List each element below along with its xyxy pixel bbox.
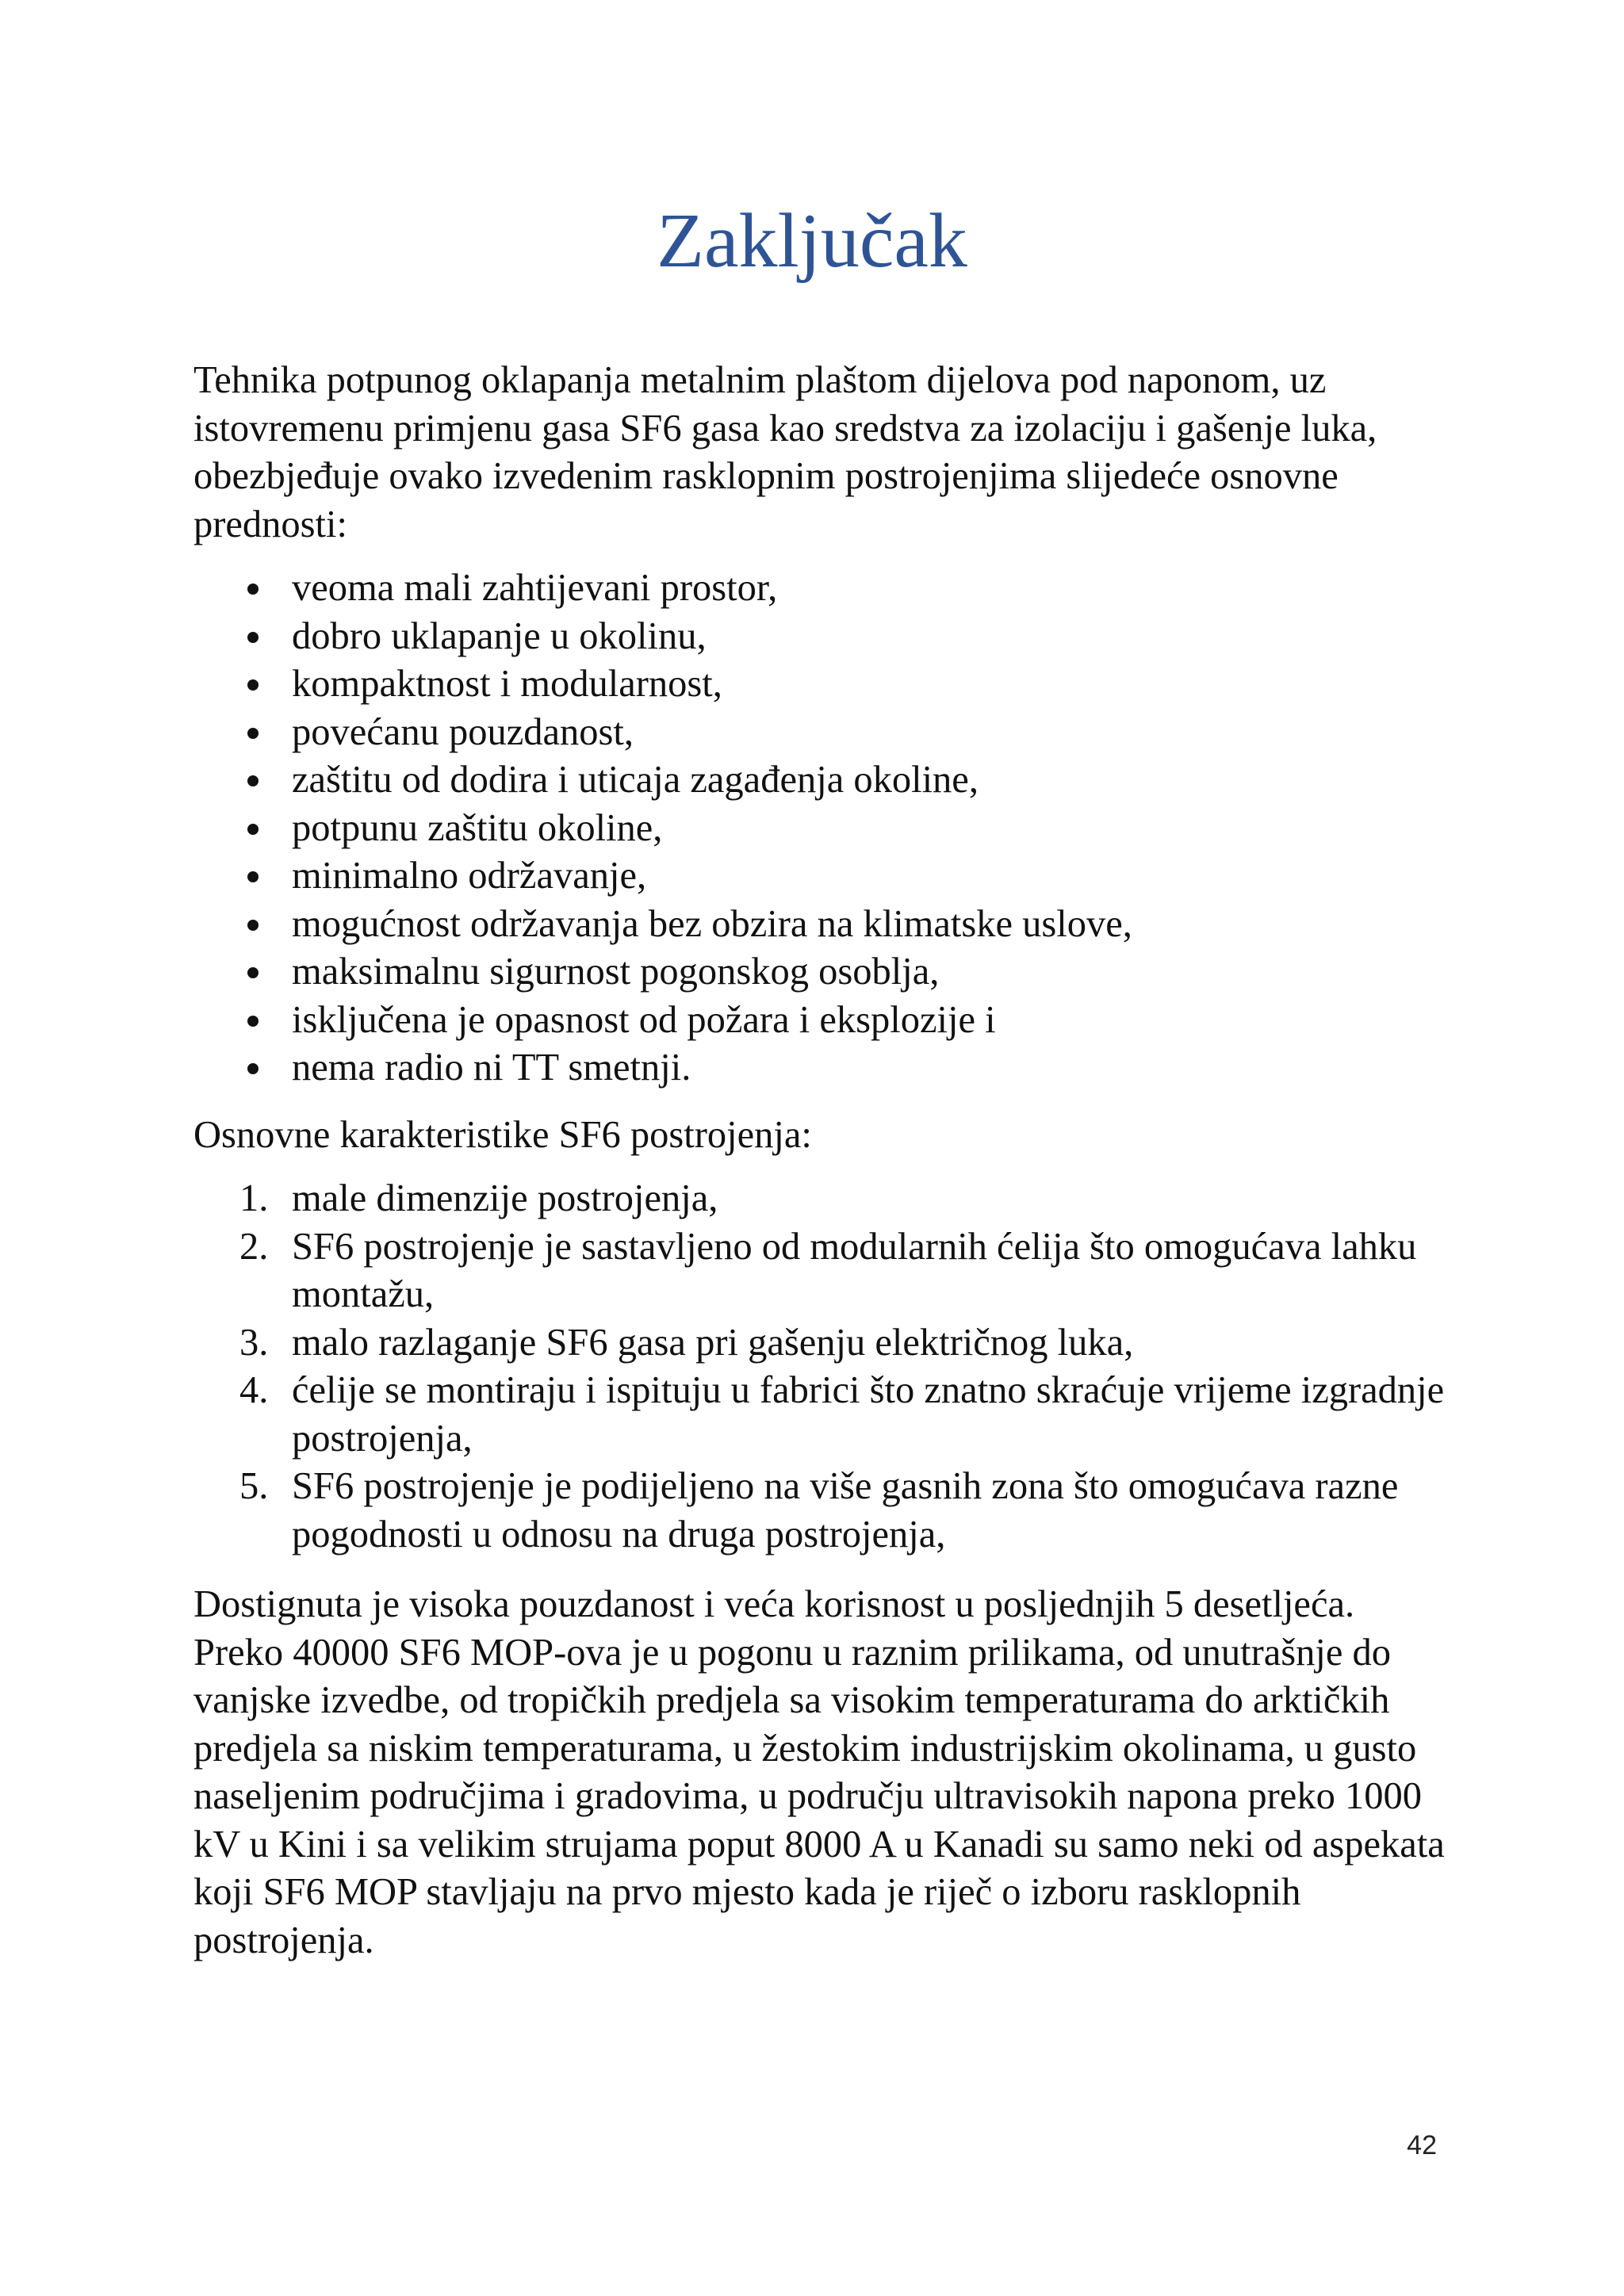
list-item-text: minimalno održavanje, xyxy=(292,855,647,897)
item-number: 5. xyxy=(239,1465,269,1507)
bullet-icon xyxy=(247,1063,259,1074)
bullet-icon xyxy=(247,871,259,882)
list-item-text: nema radio ni TT smetnji. xyxy=(292,1047,691,1089)
list-item-text: veoma mali zahtijevani prostor, xyxy=(292,567,778,609)
bullet-icon xyxy=(247,920,259,931)
bullet-icon xyxy=(247,679,259,691)
numbered-item xyxy=(193,1223,1446,1319)
list-item xyxy=(193,997,1446,1045)
item-number: 1. xyxy=(239,1177,269,1219)
numbered-item-text: malo razlaganje SF6 gasa pri gašenju električnog luka, xyxy=(292,1321,1134,1364)
characteristics-heading: Osnovne karakteristike SF6 postrojenja: xyxy=(193,1113,812,1156)
list-item xyxy=(193,948,1446,997)
bullet-icon xyxy=(247,632,259,643)
list-item-text: potpunu zaštitu okoline, xyxy=(292,806,663,849)
list-item xyxy=(193,805,1446,853)
page-number: 42 xyxy=(1407,2130,1437,2160)
item-number: 2. xyxy=(239,1225,269,1268)
page-title: Zaključak xyxy=(657,198,967,284)
list-item xyxy=(193,852,1446,901)
list-item xyxy=(193,1044,1446,1093)
numbered-item-text: male dimenzije postrojenja, xyxy=(292,1177,718,1219)
numbered-item-text: ćelije se montiraju i ispituju u fabrici što znatno skraćuje vrijeme izgradnje postrojenja, xyxy=(292,1369,1445,1460)
list-item-text: kompaktnost i modularnost, xyxy=(292,663,722,705)
list-item-text: isključena je opasnost od požara i eksplozije i xyxy=(292,998,996,1041)
numbered-item xyxy=(193,1175,1446,1223)
bullet-icon xyxy=(247,967,259,978)
list-item xyxy=(193,564,1446,613)
list-item xyxy=(193,901,1446,949)
numbered-item xyxy=(193,1463,1446,1559)
list-item-text: mogućnost održavanja bez obzira na klimatske uslove, xyxy=(292,902,1132,945)
conclusion-paragraph: Dostignuta je visoka pouzdanost i veća korisnost u posljednjih 5 desetljeća. Preko 40000 SF6 MOP-ova je u pogonu u raznim prilikama, od unutrašnje do vanjske izvedbe, od tropičkih predjela sa visokim temperaturama do arktičkih predjela sa niskim temperaturama, u žestokim industrijskim okolinama, u gusto naseljenim područjima i gradovima, u području ultravisokih napona preko 1000 kV u Kini i sa velikim strujama poput 8000 A u Kanadi su samo neki od aspekata koji SF6 MOP stavljaju na prvo mjesto kada je riječ o izboru rasklopnih postrojenja. xyxy=(193,1583,1445,1961)
characteristics-list xyxy=(193,1175,1446,1559)
list-item xyxy=(193,756,1446,805)
list-item xyxy=(193,709,1446,757)
bullet-icon xyxy=(247,1016,259,1027)
advantages-list xyxy=(193,564,1446,1093)
item-number: 3. xyxy=(239,1321,269,1364)
body-content xyxy=(193,357,1446,1965)
list-item xyxy=(193,660,1446,709)
list-item-text: povećanu pouzdanost, xyxy=(292,710,634,753)
numbered-item-text: SF6 postrojenje je sastavljeno od modularnih ćelija što omogućava lahku montažu, xyxy=(292,1225,1417,1315)
list-item xyxy=(193,613,1446,661)
bullet-icon xyxy=(247,728,259,739)
list-item-text: zaštitu od dodira i uticaja zagađenja okoline, xyxy=(292,759,979,801)
numbered-item-text: SF6 postrojenje je podijeljeno na više gasnih zona što omogućava razne pogodnosti u odnosu na druga postrojenja, xyxy=(292,1465,1399,1556)
bullet-icon xyxy=(247,775,259,786)
item-number: 4. xyxy=(239,1369,269,1411)
list-item-text: dobro uklapanje u okolinu, xyxy=(292,614,707,657)
numbered-item xyxy=(193,1319,1446,1368)
numbered-item xyxy=(193,1367,1446,1463)
bullet-icon xyxy=(247,584,259,595)
list-item-text: maksimalnu sigurnost pogonskog osoblja, xyxy=(292,951,940,993)
intro-paragraph: Tehnika potpunog oklapanja metalnim plaštom dijelova pod naponom, uz istovremenu primjenu gasa SF6 gasa kao sredstva za izolaciju i gašenje luka, obezbjeđuje ovako izvedenim rasklopnim postrojenjima slijedeće osnovne prednosti: xyxy=(193,359,1377,545)
bullet-icon xyxy=(247,824,259,835)
